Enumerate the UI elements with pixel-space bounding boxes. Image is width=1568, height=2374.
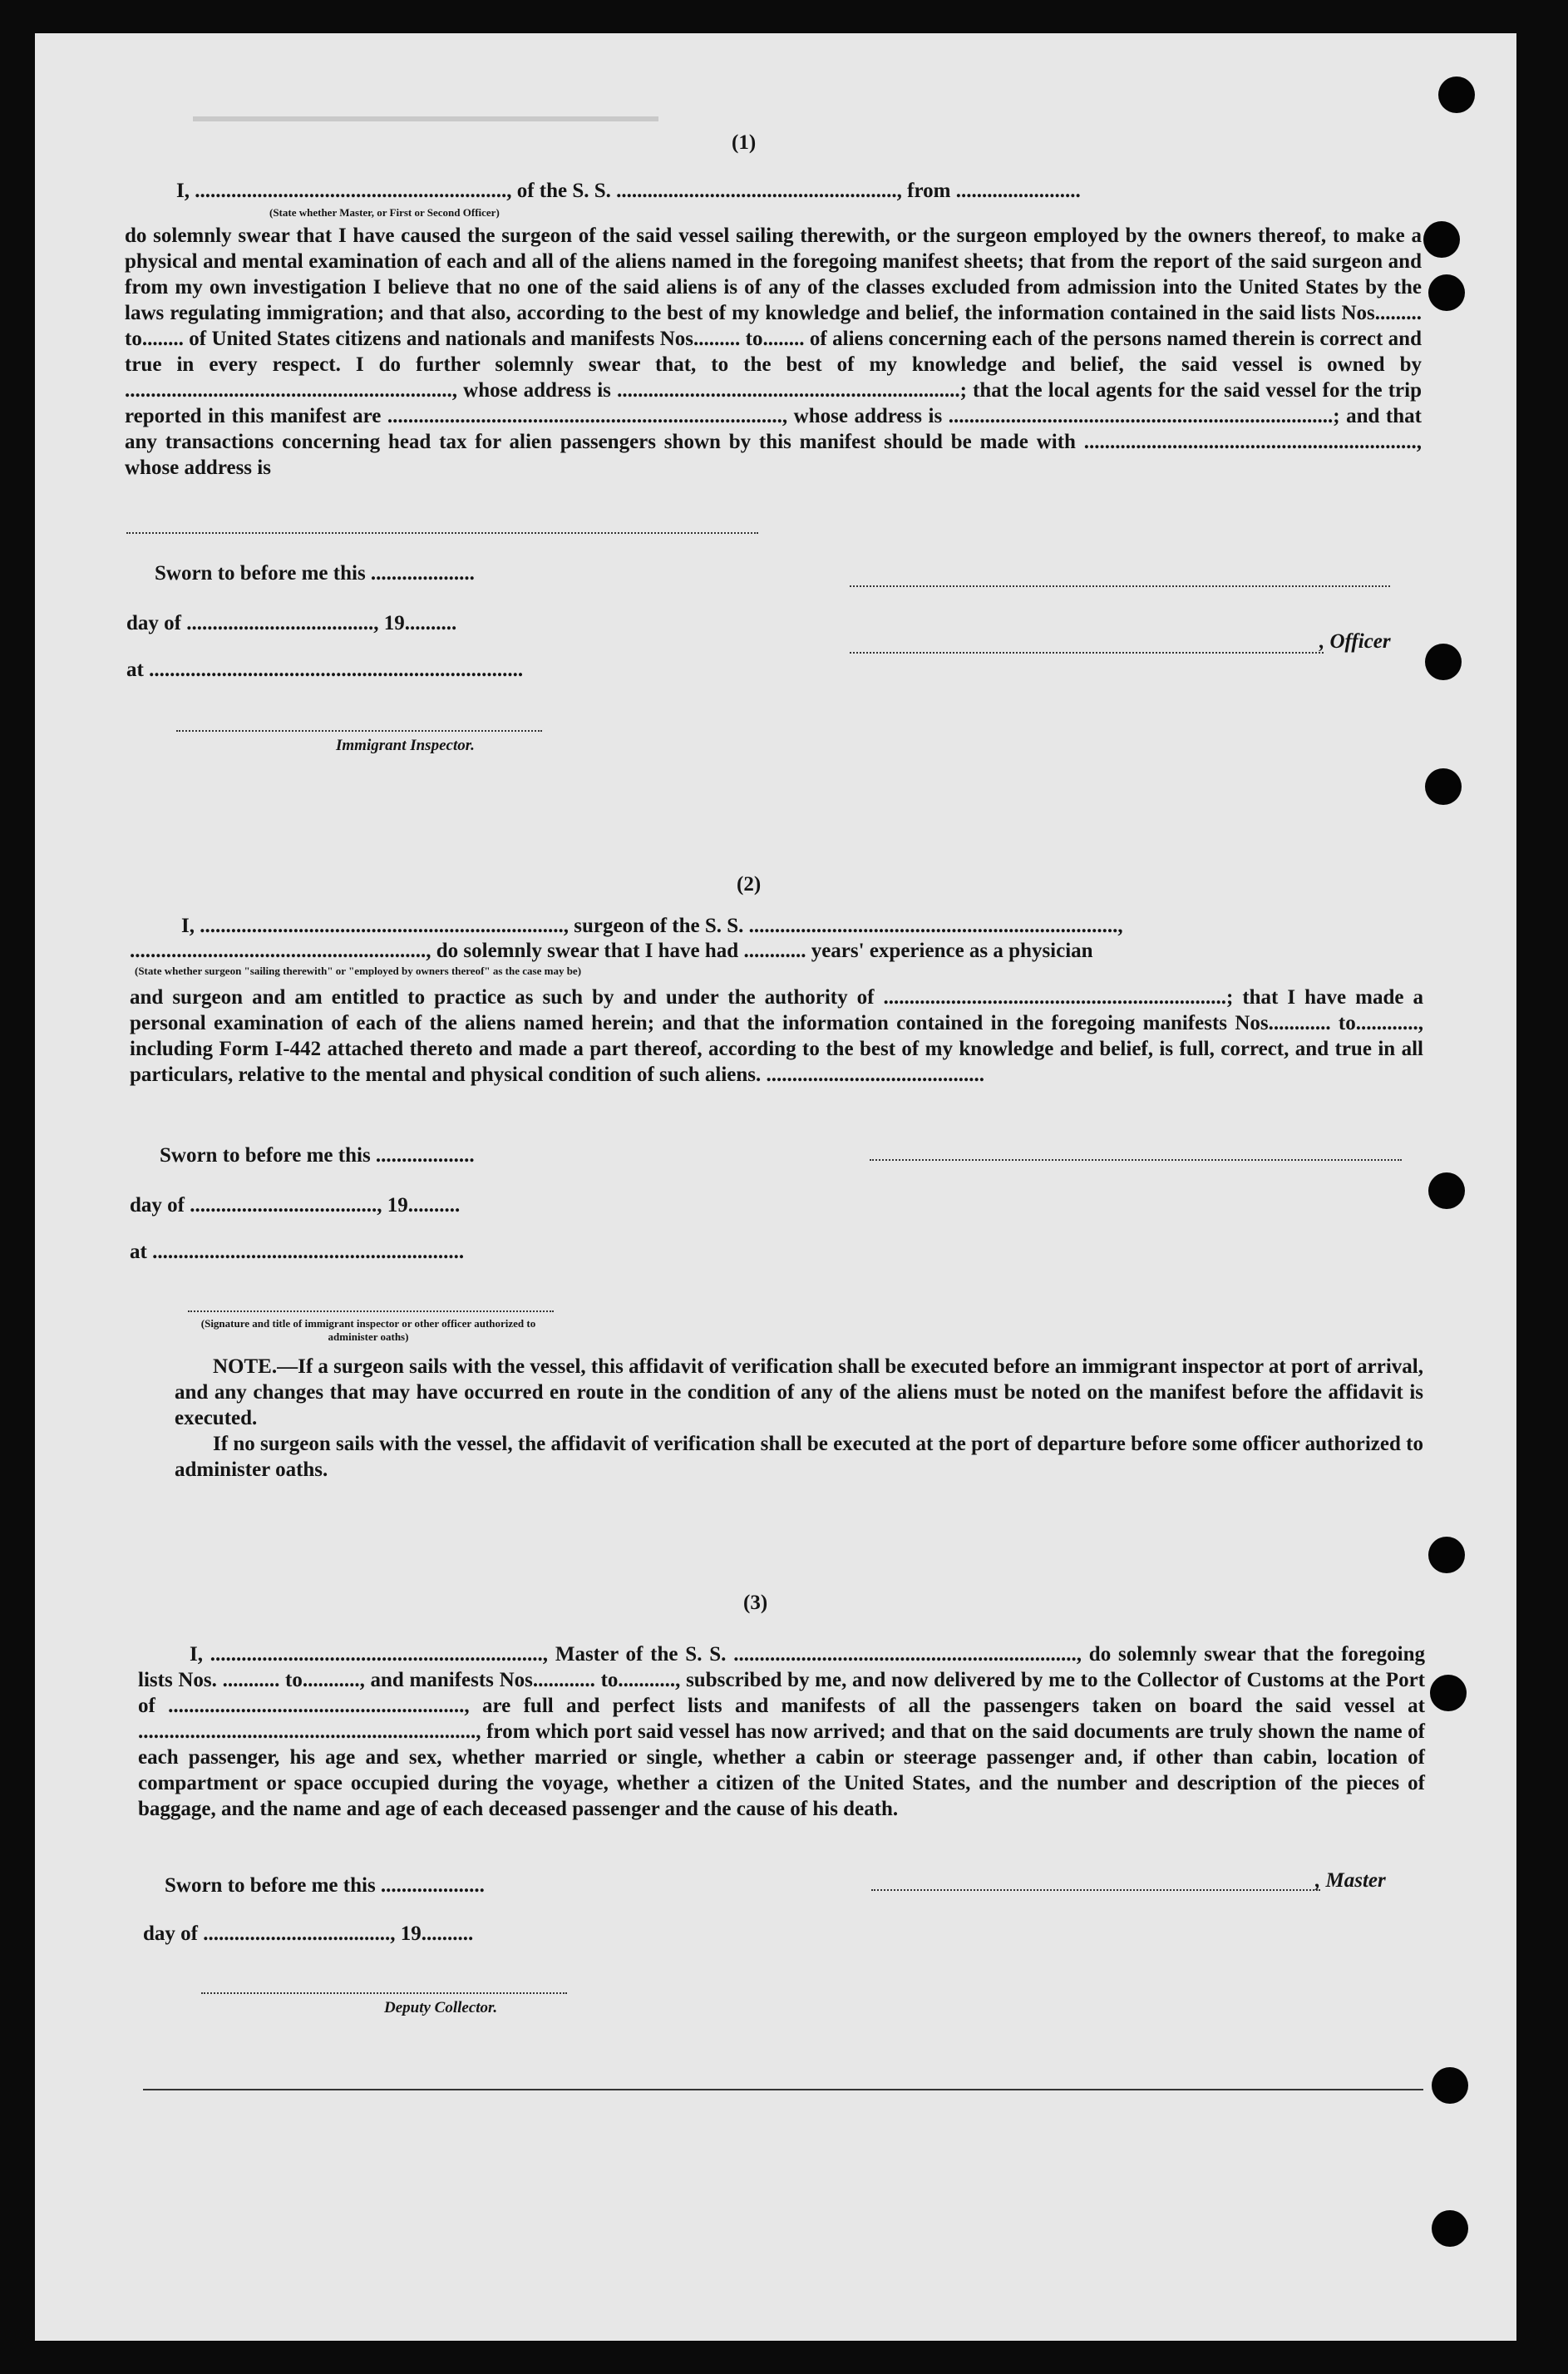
section-3-sworn-line: Sworn to before me this .................... (165, 1874, 485, 1897)
section-2-notes (175, 1354, 1423, 1483)
punch-hole (1423, 221, 1460, 258)
punch-hole (1425, 768, 1462, 805)
section-3-oath-text: I, ................................................................, Master of the S. S. .................................................................., do solemnly swear that the foregoing lists Nos. ........... to..........., and manifests Nos............ to..........., subscribed by me, and now delivered by me to the Collector of Customs at the Port of ........................................................., are full and perfect lists and manifests of all the passengers taken on board the said vessel at ................................................................., from which port said vessel has now arrived; and that on the said documents are truly shown the name of each passenger, his age and sex, whether married or single, whether a cabin or steerage passenger and, if other than cabin, location of compartment or space occupied during the voyage, whether a citizen of the United States, and the number and description of the pieces of baggage, and the name and age of each deceased passenger and the cause of his death. (138, 1643, 1425, 1820)
punch-hole (1432, 2210, 1468, 2247)
section-1-body (125, 223, 1422, 481)
no-surgeon-note: If no surgeon sails with the vessel, the affidavit of verification shall be executed at the port of departure before some officer authorized to administer oaths. (175, 1433, 1423, 1481)
punch-hole (1428, 274, 1465, 311)
inspector-caption: Immigrant Inspector. (336, 737, 475, 754)
surgeon-signature-line (870, 1159, 1402, 1161)
punch-hole (1430, 1675, 1467, 1711)
officer-label: , Officer (1319, 630, 1391, 653)
section-2-authority-signature-line (188, 1310, 554, 1312)
section-2-second-line: ........................................................., do solemnly swear that I have had ............ years' experience as a physician (130, 940, 1093, 962)
bottom-rule (143, 2089, 1423, 2090)
punch-hole (1428, 1537, 1465, 1573)
address-continuation-line (126, 532, 758, 534)
section-1-oath-text: do solemnly swear that I have caused the surgeon of the said vessel sailing therewith, or the surgeon employed by the owners thereof, to make a physical and mental examination of each and all of the aliens named in the foregoing manifest sheets; that from the report of the said surgeon and from my own investigation I believe that no one of the said aliens is of any of the classes excluded from admission into the United States by the laws regulating immigration; and that also, according to the best of my knowledge and belief, the information contained in the said lists Nos......... to........ of United States citizens and nationals and manifests Nos......... to........ of aliens concerning each of the persons named therein is correct and true in every respect. I do further solemnly swear that, to the best of my knowledge and belief, the said vessel is owned by ..............................................................., whose address is ..................................................................; that the local agents for the said vessel for the trip reported in this manifest are ............................................................................, whose address is ..........................................................................; and that any transactions concerning head tax for alien passengers shown by this manifest should be made with ................................................................, whose address is (125, 225, 1422, 479)
officer-signature-line (850, 652, 1324, 654)
bleed-through-shadow (193, 116, 658, 146)
surgeon-note: NOTE.—If a surgeon sails with the vessel, this affidavit of verification shall be executed before an immigrant inspector at port of arrival, and any changes that may have occurred en route in the condition of any of the aliens must be noted on the manifest before the affidavit is executed. (175, 1355, 1423, 1429)
punch-hole (1432, 2067, 1468, 2104)
officer-type-caption: (State whether Master, or First or Second Officer) (269, 206, 500, 219)
section-2-opening: I, ......................................................................, surgeon of the S. S. ......................................................................., (181, 915, 1123, 937)
section-1-at-line: at ........................................................................ (126, 659, 524, 681)
section-1-day-line: day of ...................................., 19.......... (126, 612, 457, 634)
section-2-day-line: day of ...................................., 19.......... (130, 1194, 461, 1217)
deputy-collector-signature-line (201, 1992, 567, 1994)
punch-hole (1425, 644, 1462, 680)
section-1-sworn-line: Sworn to before me this .................... (155, 562, 475, 585)
section-2-oath-text: and surgeon and am entitled to practice as such by and under the authority of ..................................................................; that I have made a personal examination of each of the aliens named herein; and that the information contained in the foregoing manifests Nos............ to............, including Form I-442 attached thereto and made a part thereof, according to the best of my knowledge and belief, is full, correct, and true in all particulars, relative to the mental and physical condition of such aliens. .......................................... (130, 986, 1423, 1086)
section-3-day-line: day of ...................................., 19.......... (143, 1922, 474, 1945)
manifest-affidavit-sheet (35, 33, 1516, 2341)
section-2-number: (2) (737, 873, 762, 896)
section-3-number: (3) (743, 1592, 768, 1614)
deputy-collector-caption: Deputy Collector. (384, 1999, 498, 2016)
punch-hole (1428, 1172, 1465, 1209)
section-1-opening: I, ............................................................, of the S. S. ......................................................, from ........................ (176, 180, 1081, 202)
punch-hole (1438, 77, 1475, 113)
surgeon-type-caption: (State whether surgeon "sailing therewith" or "employed by owners thereof" as the case may be) (135, 965, 582, 977)
section-1-number: (1) (732, 131, 757, 154)
master-label: , Master (1315, 1869, 1386, 1892)
inspector-signature-line (176, 730, 542, 732)
master-signature-line (871, 1889, 1320, 1891)
authority-caption: (Signature and title of immigrant inspector or other officer authorized to administer oaths) (200, 1317, 536, 1343)
section-1-upper-signature-line (850, 585, 1390, 587)
section-3-body (138, 1641, 1425, 1822)
section-2-sworn-line: Sworn to before me this ................... (160, 1144, 475, 1167)
section-2-body (130, 985, 1423, 1088)
section-2-at-line: at ............................................................ (130, 1241, 465, 1263)
